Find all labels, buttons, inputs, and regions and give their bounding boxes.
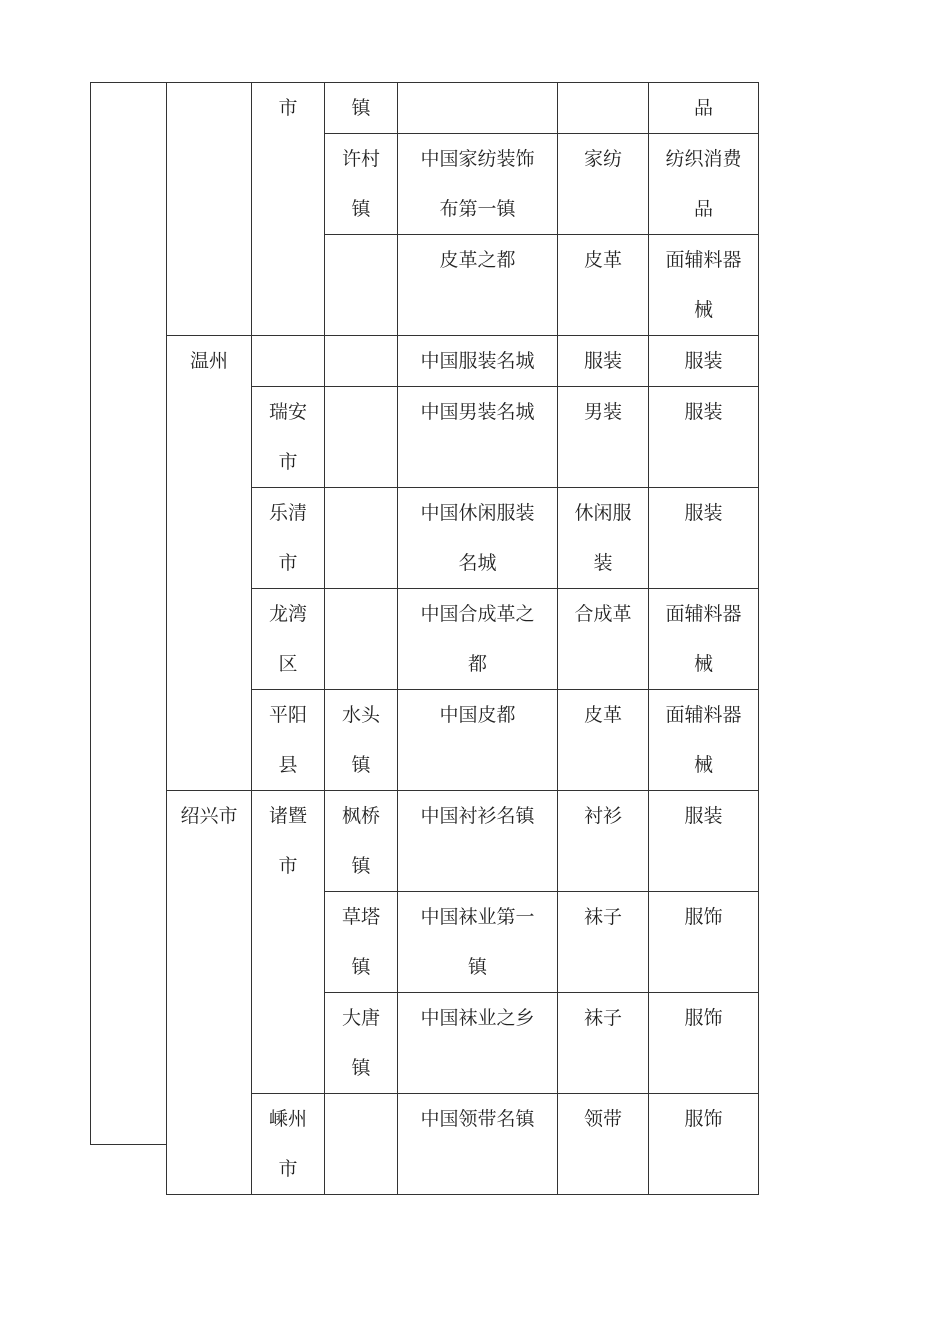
category-cell: 品 — [649, 83, 759, 134]
product-cell: 衬衫 — [558, 791, 649, 892]
product-cell — [558, 488, 649, 589]
category-cell — [649, 134, 759, 235]
town-cell — [325, 690, 398, 791]
title-cell: 中国皮都 — [398, 690, 558, 791]
cell-text-line: 纺织消费 — [665, 148, 742, 170]
category-cell: 服装 — [649, 488, 759, 589]
product-cell: 服装 — [558, 336, 649, 387]
county-cell — [252, 387, 325, 488]
title-cell: 中国男装名城 — [398, 387, 558, 488]
product-cell: 皮革 — [558, 690, 649, 791]
county-cell — [252, 589, 325, 690]
title-cell: 中国领带名镇 — [398, 1094, 558, 1195]
cell-text-line: 区 — [278, 653, 298, 675]
cell-text-line: 瑞安 — [268, 401, 307, 423]
town-cell — [325, 791, 398, 892]
city-cell: 绍兴市 — [167, 791, 252, 1195]
title-cell: 中国衬衫名镇 — [398, 791, 558, 892]
cell-text-line: 面辅料器 — [665, 249, 742, 271]
cell-text-line: 市 — [278, 451, 298, 473]
category-cell: 服装 — [649, 791, 759, 892]
cell-text-line: 镇 — [351, 1057, 371, 1079]
category-cell: 服饰 — [649, 1094, 759, 1195]
product-cell: 家纺 — [558, 134, 649, 235]
product-cell: 合成革 — [558, 589, 649, 690]
town-cell — [325, 235, 398, 336]
category-cell — [649, 690, 759, 791]
title-cell — [398, 892, 558, 993]
table-row — [91, 791, 759, 842]
category-cell: 服饰 — [649, 892, 759, 993]
town-cell — [325, 336, 398, 387]
cell-text-line: 镇 — [351, 754, 371, 776]
title-cell — [398, 83, 558, 134]
category-cell: 服装 — [649, 336, 759, 387]
town-cell — [325, 134, 398, 235]
cell-text-line: 草塔 — [341, 906, 380, 928]
cell-text-line: 大唐 — [341, 1007, 380, 1029]
cell-text-line: 械 — [693, 653, 713, 675]
cell-text-line: 许村 — [341, 148, 380, 170]
cell-text-line: 乐清 — [268, 502, 307, 524]
cell-text-line: 龙湾 — [268, 603, 307, 625]
town-cell — [325, 993, 398, 1094]
town-cell — [325, 387, 398, 488]
cell-text-line: 面辅料器 — [665, 603, 742, 625]
cell-text-line: 名城 — [458, 552, 497, 574]
cell-text-line: 枫桥 — [341, 805, 380, 827]
category-cell — [649, 235, 759, 336]
county-cell — [252, 690, 325, 791]
cell-text-line: 镇 — [351, 855, 371, 877]
city-cell: 温州 — [167, 336, 252, 791]
product-cell: 袜子 — [558, 993, 649, 1094]
cell-text-line: 中国家纺装饰 — [420, 148, 535, 170]
cell-text-line: 市 — [278, 855, 298, 877]
category-cell: 服饰 — [649, 993, 759, 1094]
product-cell: 皮革 — [558, 235, 649, 336]
cell-text-line: 市 — [278, 552, 298, 574]
cell-text-line: 镇 — [467, 956, 487, 978]
cell-text-line: 镇 — [351, 956, 371, 978]
town-cell: 镇 — [325, 83, 398, 134]
cell-text-line: 品 — [693, 198, 713, 220]
industrial-cluster-table — [90, 82, 759, 1195]
product-cell: 袜子 — [558, 892, 649, 993]
cell-text-line: 装 — [593, 552, 613, 574]
cell-text-line: 县 — [278, 754, 298, 776]
cell-text-line: 械 — [693, 754, 713, 776]
cell-text-line: 都 — [467, 653, 487, 675]
table-row — [91, 83, 759, 134]
title-cell — [398, 488, 558, 589]
product-cell — [558, 83, 649, 134]
cell-text-line: 平阳 — [268, 704, 307, 726]
title-cell: 中国袜业之乡 — [398, 993, 558, 1094]
table-row — [91, 336, 759, 387]
cell-text-line: 械 — [693, 299, 713, 321]
title-cell — [398, 134, 558, 235]
cell-text-line: 中国休闲服装 — [420, 502, 535, 524]
cell-text-line: 中国合成革之 — [420, 603, 535, 625]
cell-text-line: 布第一镇 — [439, 198, 516, 220]
product-cell: 男装 — [558, 387, 649, 488]
town-cell — [325, 589, 398, 690]
cell-text-line: 中国袜业第一 — [420, 906, 535, 928]
cell-text-line: 水头 — [341, 704, 380, 726]
town-cell — [325, 488, 398, 589]
cell-text-line: 市 — [278, 1158, 298, 1180]
cell-text-line: 诸暨 — [268, 805, 307, 827]
county-cell — [252, 488, 325, 589]
county-cell — [252, 336, 325, 387]
title-cell — [398, 589, 558, 690]
cell-text-line: 休闲服 — [574, 502, 632, 524]
category-cell — [649, 589, 759, 690]
cell-text-line: 嵊州 — [268, 1108, 307, 1130]
county-cell — [252, 791, 325, 1094]
title-cell: 皮革之都 — [398, 235, 558, 336]
title-cell: 中国服装名城 — [398, 336, 558, 387]
county-cell — [252, 1094, 325, 1195]
product-cell: 领带 — [558, 1094, 649, 1195]
cell-text-line: 面辅料器 — [665, 704, 742, 726]
cell-text-line: 镇 — [351, 198, 371, 220]
city-cell — [167, 83, 252, 336]
town-cell — [325, 892, 398, 993]
category-cell: 服装 — [649, 387, 759, 488]
county-cell: 市 — [252, 83, 325, 336]
province-cell — [91, 83, 167, 1145]
town-cell — [325, 1094, 398, 1195]
